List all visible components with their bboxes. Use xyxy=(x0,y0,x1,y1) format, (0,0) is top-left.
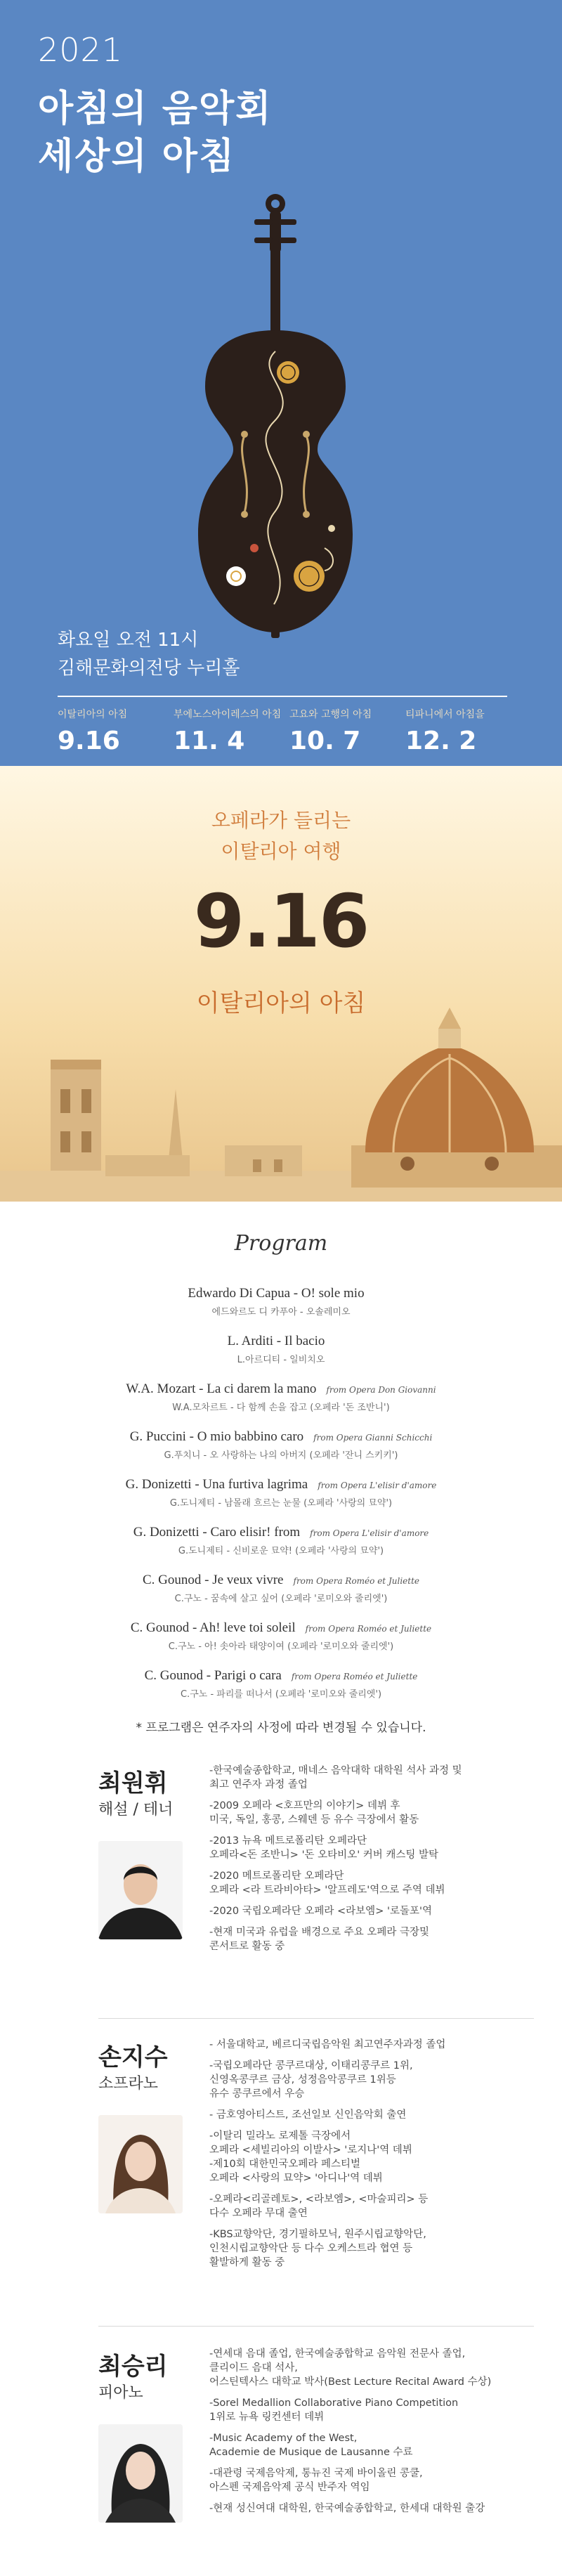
performers-section xyxy=(0,1764,562,2576)
program-item-from: from Opera Roméo et Juliette xyxy=(305,1624,432,1634)
program-list xyxy=(0,1286,562,1716)
bio-line: 활발하게 활동 중 xyxy=(209,2257,285,2268)
program-item-title: C. Gounod - Parigi o cara xyxy=(144,1668,282,1683)
bio-entry xyxy=(209,2466,532,2494)
performer-name: 최원휘 xyxy=(98,1769,168,1797)
bio-line: -Music Academy of the West, xyxy=(209,2433,358,2444)
bio-line: 아스펜 국제음악제 공식 반주자 역임 xyxy=(209,2482,370,2493)
bio-line: - 서울대학교, 베르디국립음악원 최고연주자과정 졸업 xyxy=(209,2039,446,2050)
bio-line: -2009 오페라 <호프만의 이야기> 데뷔 후 xyxy=(209,1800,400,1811)
performer-divider xyxy=(98,2326,534,2327)
divider-line xyxy=(58,696,507,697)
bio-entry xyxy=(209,2108,532,2122)
bio-line: -국립오페라단 콩쿠르대상, 이태리콩쿠르 1위, xyxy=(209,2060,413,2071)
program-item-korean: C.구노 - 파리를 떠나서 (오페라 '로미오와 줄리엣') xyxy=(180,1689,382,1700)
program-note: * 프로그램은 연주자의 사정에 따라 변경될 수 있습니다. xyxy=(136,1721,426,1735)
program-item-title: G. Donizetti - Una furtiva lagrima xyxy=(125,1477,308,1492)
bio-line: 신영옥콩쿠르 금상, 성정음악콩쿠르 1위등 xyxy=(209,2074,396,2086)
bio-line: -제10회 대한민국오페라 페스티벌 xyxy=(209,2159,360,2170)
bio-line: -대관령 국제음악제, 통뉴진 국제 바이올린 콩쿨, xyxy=(209,2468,423,2479)
bio-entry xyxy=(209,2038,532,2052)
program-item-main xyxy=(0,1573,562,1588)
program-item-main xyxy=(0,1429,562,1445)
program-item-from: from Opera Roméo et Juliette xyxy=(291,1672,418,1681)
poster-title-line2: 세상의 아침 xyxy=(38,136,236,178)
program-item-main xyxy=(0,1477,562,1492)
program-item-main xyxy=(0,1668,562,1684)
program-item-main xyxy=(0,1381,562,1397)
bio-line: -연세대 음대 졸업, 한국예술종합학교 음악원 전문사 졸업, xyxy=(209,2348,466,2360)
schedule-item-date: 11. 4 xyxy=(174,727,245,755)
bio-entry xyxy=(209,1904,532,1918)
program-item-korean: G.도니제티 - 남몰래 흐르는 눈물 (오페라 '사랑의 묘약') xyxy=(169,1498,393,1509)
bio-line: 오페라 <라 트라비아타> '알프레도'역으로 주역 데뷔 xyxy=(209,1885,445,1896)
program-item-title: G. Donizetti - Caro elisir! from xyxy=(133,1525,301,1540)
bio-entry xyxy=(209,2227,532,2270)
concert-time: 화요일 오전 11시 xyxy=(58,630,199,651)
bio-line: -KBS교향악단, 경기필하모닉, 원주시립교향악단, xyxy=(209,2229,426,2240)
bio-line: 콘서트로 활동 중 xyxy=(209,1941,285,1952)
italy-subtitle-line2: 이탈리아 여행 xyxy=(221,840,341,863)
bio-entry xyxy=(209,2431,532,2459)
portrait-icon xyxy=(98,2424,183,2523)
bio-line: -현재 미국과 유럽을 배경으로 주요 오페라 극장및 xyxy=(209,1927,430,1938)
schedule-item-name: 부에노스아이레스의 아침 xyxy=(174,709,282,720)
program-item xyxy=(0,1620,562,1668)
bio-entry xyxy=(209,2347,532,2389)
bio-entry xyxy=(209,1834,532,1862)
program-title: Program xyxy=(234,1231,328,1256)
program-item-main xyxy=(0,1334,562,1349)
bio-line: 미국, 독일, 홍콩, 스웨덴 등 유수 극장에서 활동 xyxy=(209,1814,419,1826)
header-section xyxy=(0,0,562,766)
performer-photo xyxy=(98,1841,183,1939)
performer-role: 피아노 xyxy=(98,2384,143,2402)
program-item xyxy=(0,1573,562,1620)
bio-entry xyxy=(209,2059,532,2101)
schedule-item-date: 10. 7 xyxy=(289,727,361,755)
bio-line: -오페라<리골레토>, <라보엠>, <마술피리> 등 xyxy=(209,2194,429,2205)
florence-skyline-illustration xyxy=(0,1005,562,1202)
program-item-title: W.A. Mozart - La ci darem la mano xyxy=(126,1381,317,1396)
portrait-icon xyxy=(98,2115,183,2213)
schedule-item-date: 9.16 xyxy=(58,727,120,755)
performer-role: 소프라노 xyxy=(98,2075,159,2093)
bio-line: -이탈리 밀라노 로제톨 극장에서 xyxy=(209,2131,351,2142)
performer-photo xyxy=(98,2424,183,2523)
program-item-korean: G.푸치니 - 오 사랑하는 나의 아버지 (오페라 '잔니 스키키') xyxy=(164,1450,398,1461)
program-item xyxy=(0,1286,562,1334)
program-item-korean: 에드와르도 디 카푸아 - 오솔레미오 xyxy=(211,1307,351,1318)
bio-line: 인천시립교향악단 등 다수 오케스트라 협연 등 xyxy=(209,2243,413,2254)
schedule-item-name: 고요와 고행의 아침 xyxy=(289,709,372,720)
bio-line: -한국예술종합학교, 매네스 음악대학 대학원 석사 과정 및 xyxy=(209,1765,462,1776)
program-item-korean: W.A.모차르트 - 다 함께 손을 잡고 (오페라 '돈 조반니') xyxy=(172,1403,390,1413)
bio-entry xyxy=(209,1764,532,1792)
italy-date: 9.16 xyxy=(193,878,369,964)
bio-line: -Sorel Medallion Collaborative Piano Competition xyxy=(209,2398,459,2409)
bio-line: 오페라 <사랑의 묘약> '아디나'역 데뷔 xyxy=(209,2173,383,2184)
program-item-korean: C.구노 - 아! 솟아라 태양이여 (오페라 '로미오와 줄리엣') xyxy=(168,1641,394,1652)
schedule-item xyxy=(174,707,289,755)
bio-line: 어스틴텍사스 대학교 박사(Best Lecture Recital Award 수상) xyxy=(209,2376,492,2388)
violin-illustration xyxy=(169,183,379,646)
program-item-korean: L.아르디티 - 일비치오 xyxy=(237,1355,325,1365)
bio-line: 유수 콩쿠르에서 우승 xyxy=(209,2088,305,2100)
bio-entry xyxy=(209,1869,532,1897)
program-item xyxy=(0,1477,562,1525)
performer-photo xyxy=(98,2115,183,2213)
performer-role: 해설 / 테너 xyxy=(98,1801,174,1819)
program-item xyxy=(0,1334,562,1381)
bio-line: 최고 연주자 과정 졸업 xyxy=(209,1779,308,1790)
performer-bio xyxy=(209,1764,532,1960)
bio-line: 오페라<돈 조반니> '돈 오타비오' 커버 캐스팅 발탁 xyxy=(209,1849,439,1861)
program-item-main xyxy=(0,1620,562,1636)
program-item xyxy=(0,1525,562,1573)
program-item-title: L. Arditi - Il bacio xyxy=(227,1334,325,1348)
bio-line: -2013 뉴욕 메트로폴리탄 오페라단 xyxy=(209,1835,367,1847)
performer-bio xyxy=(209,2038,532,2277)
performer-divider xyxy=(98,2018,534,2019)
poster-title-line1: 아침의 음악회 xyxy=(38,88,273,130)
program-item-from: from Opera Gianni Schicchi xyxy=(313,1433,433,1443)
bio-entry xyxy=(209,2396,532,2424)
schedule-item-name: 이탈리아의 아침 xyxy=(58,709,128,720)
schedule-item xyxy=(58,707,174,755)
bio-line: - 금호영아티스트, 조선일보 신인음악회 출연 xyxy=(209,2109,407,2121)
portrait-icon xyxy=(98,1841,183,1939)
schedule-item-date: 12. 2 xyxy=(405,727,477,755)
program-item-korean: C.구노 - 꿈속에 살고 싶어 (오페라 '로미오와 줄리엣') xyxy=(174,1594,388,1604)
bio-line: -2020 국립오페라단 오페라 <라보엠> '로돌포'역 xyxy=(209,1906,432,1917)
bio-entry xyxy=(209,2129,532,2185)
performer-name: 손지수 xyxy=(98,2043,168,2071)
bio-line: 오페라 <세빌리아의 이발사> '로지나'역 데뷔 xyxy=(209,2145,412,2156)
bio-entry xyxy=(209,1925,532,1953)
schedule-list xyxy=(58,707,521,755)
program-item-title: C. Gounod - Ah! leve toi soleil xyxy=(130,1620,296,1635)
program-item xyxy=(0,1429,562,1477)
program-item-from: from Opera Roméo et Juliette xyxy=(293,1576,420,1586)
bio-line: 1위로 뉴욕 링컨센터 데뷔 xyxy=(209,2412,325,2423)
schedule-item xyxy=(405,707,521,755)
performer-bio xyxy=(209,2347,532,2523)
program-item-title: C. Gounod - Je veux vivre xyxy=(142,1573,284,1587)
program-item xyxy=(0,1668,562,1716)
program-item xyxy=(0,1381,562,1429)
bio-entry xyxy=(209,2192,532,2220)
bio-line: 클리이드 음대 석사, xyxy=(209,2362,298,2374)
bio-line: Academie de Musique de Lausanne 수료 xyxy=(209,2447,413,2458)
program-item-from: from Opera Don Giovanni xyxy=(326,1385,436,1395)
program-item-title: Edwardo Di Capua - O! sole mio xyxy=(188,1286,365,1301)
bio-line: 다수 오페라 무대 출연 xyxy=(209,2208,308,2219)
program-item-main xyxy=(0,1525,562,1540)
program-item-main xyxy=(0,1286,562,1301)
program-item-korean: G.도니제티 - 신비로운 묘약! (오페라 '사랑의 묘약') xyxy=(178,1546,384,1556)
program-item-from: from Opera L'elisir d'amore xyxy=(318,1481,437,1490)
program-section xyxy=(0,1202,562,1764)
italy-title: 이탈리아의 아침 xyxy=(196,989,366,1017)
concert-venue: 김해문화의전당 누리홀 xyxy=(58,658,240,679)
schedule-item-name: 티파니에서 아침을 xyxy=(405,709,485,720)
bio-line: -2020 메트로폴리탄 오페라단 xyxy=(209,1871,344,1882)
bio-line: -현재 성신여대 대학원, 한국예술종합학교, 한세대 대학원 출강 xyxy=(209,2503,485,2514)
bio-entry xyxy=(209,1799,532,1827)
poster-year: 2021 xyxy=(38,31,124,69)
schedule-item xyxy=(289,707,405,755)
performer-name: 최승리 xyxy=(98,2353,168,2381)
italy-subtitle-line1: 오페라가 들리는 xyxy=(211,809,351,832)
program-item-title: G. Puccini - O mio babbino caro xyxy=(129,1429,304,1444)
bio-entry xyxy=(209,2502,532,2516)
italy-section xyxy=(0,766,562,1202)
program-item-from: from Opera L'elisir d'amore xyxy=(310,1528,429,1538)
